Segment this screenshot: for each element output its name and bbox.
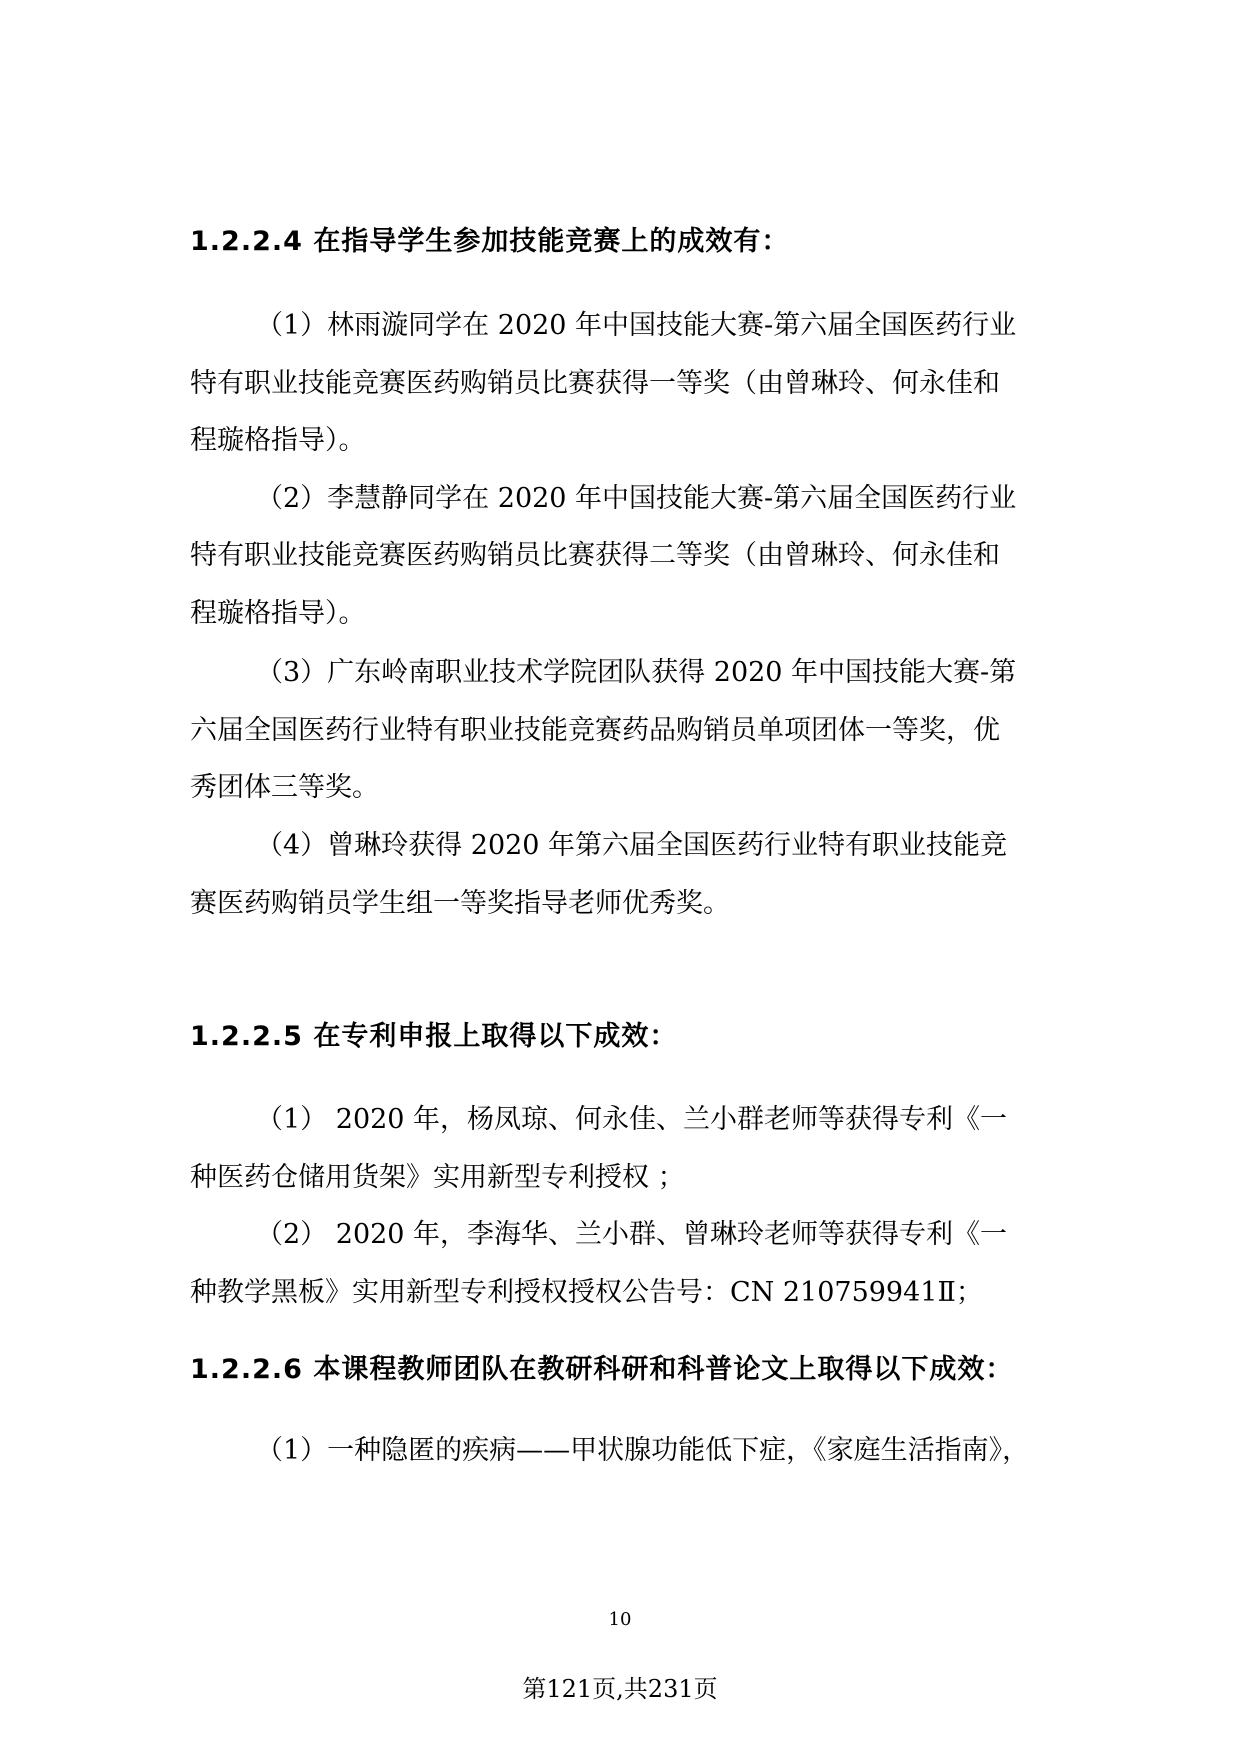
paragraph-line: 秀团体三等奖。 [190,772,379,803]
paragraph-line: 种教学黑板》实用新型专利授权授权公告号：CN 210759941Ⅱ； [190,1277,983,1308]
page-number: 10 [608,1609,632,1630]
paragraph-line: （2） 2020 年，李海华、兰小群、曾琳玲老师等获得专利《一 [256,1219,1008,1250]
paragraph-line: 六届全国医药行业特有职业技能竞赛药品购销员单项团体一等奖，优 [190,715,1000,746]
paragraph-line: （4）曾琳玲获得 2020 年第六届全国医药行业特有职业技能竞 [256,830,1008,861]
paragraph-line: （1）林雨漩同学在 2020 年中国技能大赛-第六届全国医药行业 [256,310,1017,341]
paragraph-line: （1）一种隐匿的疾病——甲状腺功能低下症，《家庭生活指南》， [256,1435,1030,1466]
page-footer: 第121页,共231页 [522,1675,718,1703]
section-heading-1-2-2-4: 1.2.2.4 在指导学生参加技能竞赛上的成效有： [190,226,790,257]
paragraph-line: （1） 2020 年，杨凤琼、何永佳、兰小群老师等获得专利《一 [256,1104,1008,1135]
paragraph-line: 种医药仓储用货架》实用新型专利授权 ； [190,1162,685,1193]
paragraph-line: 赛医药购销员学生组一等奖指导老师优秀奖。 [190,888,730,919]
section-heading-1-2-2-5: 1.2.2.5 在专利申报上取得以下成效： [190,1021,678,1052]
paragraph-line: （2）李慧静同学在 2020 年中国技能大赛-第六届全国医药行业 [256,483,1017,514]
section-heading-1-2-2-6: 1.2.2.6 本课程教师团队在教研科研和科普论文上取得以下成效： [190,1354,1014,1385]
paragraph-line: 程璇格指导）。 [190,425,366,456]
paragraph-line: 程璇格指导）。 [190,598,366,629]
paragraph-line: 特有职业技能竞赛医药购销员比赛获得二等奖（由曾琳玲、何永佳和 [190,540,1000,571]
paragraph-line: （3）广东岭南职业技术学院团队获得 2020 年中国技能大赛-第 [256,657,1017,688]
paragraph-line: 特有职业技能竞赛医药购销员比赛获得一等奖（由曾琳玲、何永佳和 [190,368,1000,399]
